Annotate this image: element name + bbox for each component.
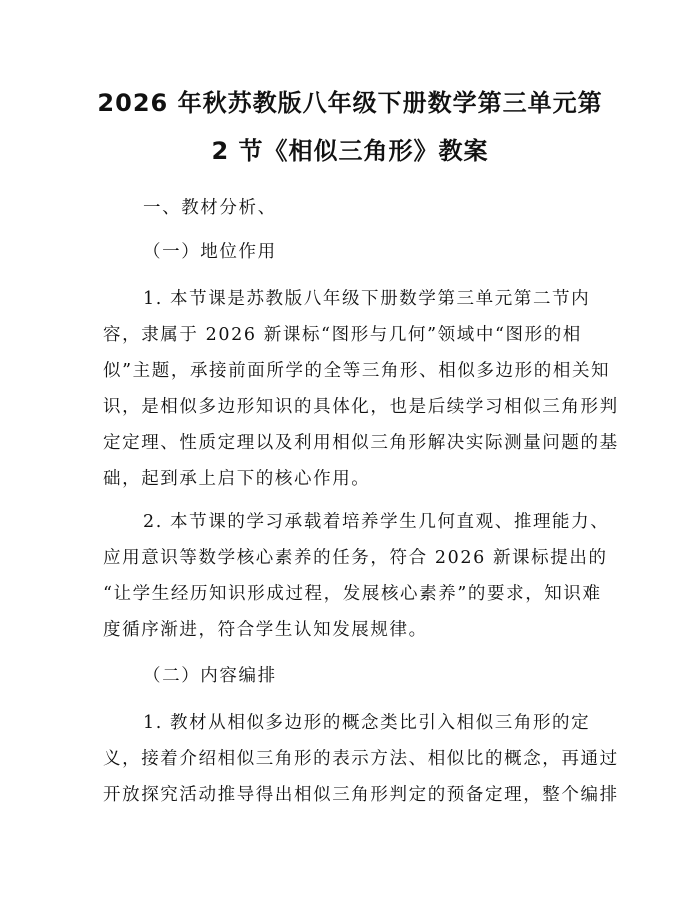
paragraph-2-line-1: 2. 本节课的学习承载着培养学生几何直观、推理能力、 — [143, 512, 610, 532]
paragraph-3-line-3: 开放探究活动推导得出相似三角形判定的预备定理，整个编排 — [103, 785, 619, 805]
subsection-heading-content-arrangement: （二）内容编排 — [143, 666, 277, 686]
paragraph-1-line-6: 础，起到承上启下的核心作用。 — [103, 469, 371, 489]
paragraph-1-line-4: 识，是相似多边形知识的具体化，也是后续学习相似三角形判 — [103, 397, 619, 417]
paragraph-1-line-1: 1. 本节课是苏教版八年级下册数学第三单元第二节内 — [143, 289, 591, 309]
subsection-heading-position-role: （一）地位作用 — [143, 242, 277, 262]
document-title-line-1: 2026 年秋苏教版八年级下册数学第三单元第 — [97, 89, 603, 117]
paragraph-2-line-4: 度循序渐进，符合学生认知发展规律。 — [103, 620, 428, 640]
paragraph-3-line-1: 1. 教材从相似多边形的概念类比引入相似三角形的定 — [143, 713, 591, 733]
paragraph-1-line-3: 似”主题，承接前面所学的全等三角形、相似多边形的相关知 — [103, 361, 611, 381]
paragraph-1-line-5: 定定理、性质定理以及利用相似三角形解决实际测量问题的基 — [103, 433, 619, 453]
paragraph-1-line-2: 容，隶属于 2026 新课标“图形与几何”领域中“图形的相 — [103, 325, 582, 345]
section-heading-textbook-analysis: 一、教材分析、 — [143, 198, 277, 218]
document-title-line-2: 2 节《相似三角形》教案 — [211, 137, 489, 165]
paragraph-2-line-3: “让学生经历知识形成过程，发展核心素养”的要求，知识难 — [103, 584, 602, 604]
paragraph-2-line-2: 应用意识等数学核心素养的任务，符合 2026 新课标提出的 — [103, 548, 608, 568]
paragraph-3-line-2: 义，接着介绍相似三角形的表示方法、相似比的概念，再通过 — [103, 749, 619, 769]
